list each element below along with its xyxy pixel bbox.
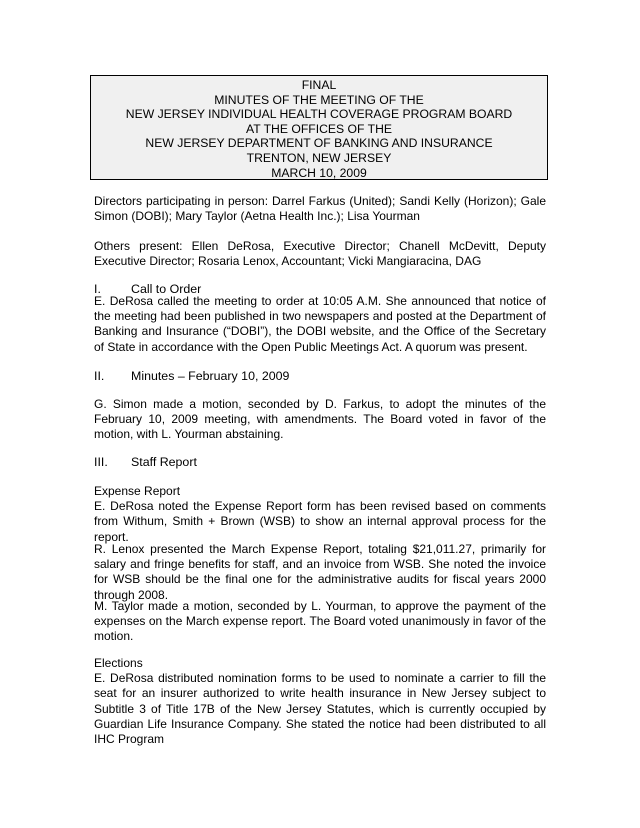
expense-report-paragraph: E. DeRosa noted the Expense Report form has been revised based on comments from Withum, Smith + Brown (WSB) to show an internal approval process for the report. bbox=[94, 499, 546, 544]
section-heading-minutes bbox=[94, 369, 289, 383]
section-number: I. bbox=[94, 282, 101, 296]
directors-paragraph: Directors participating in person: Darrel Farkus (United); Sandi Kelly (Horizon); Gale Simon (DOBI); Mary Taylor (Aetna Health Inc.); Lisa Yourman bbox=[94, 194, 546, 224]
title-box bbox=[90, 75, 548, 180]
section-heading-staff-report bbox=[94, 455, 197, 469]
title-line-minutes: MINUTES OF THE MEETING OF THE bbox=[214, 92, 424, 107]
elections-paragraph: E. DeRosa distributed nomination forms to be used to nominate a carrier to fill the seat for an insurer authorized to write health insurance in New Jersey subject to Subtitle 3 of Title 17B of the New Jersey Statutes, which is currently occupied by Guardian Life Insurance Company. She stated the notice had been distributed to all IHC Program bbox=[94, 671, 546, 747]
others-present-paragraph: Others present: Ellen DeRosa, Executive Director; Chanell McDevitt, Deputy Executive Director; Rosaria Lenox, Accountant; Vicki Mangiaracina, DAG bbox=[94, 239, 546, 269]
elections-heading: Elections bbox=[94, 656, 143, 670]
elections-block bbox=[94, 656, 546, 747]
section-number: III. bbox=[94, 455, 108, 469]
title-line-offices: AT THE OFFICES OF THE bbox=[245, 121, 393, 136]
title-line-date: MARCH 10, 2009 bbox=[271, 165, 367, 180]
title-line-location: TRENTON, NEW JERSEY bbox=[246, 150, 392, 165]
section-title: Call to Order bbox=[131, 282, 202, 296]
section-number: II. bbox=[94, 369, 105, 383]
section-title: Staff Report bbox=[131, 455, 197, 469]
call-to-order-paragraph: E. DeRosa called the meeting to order at 10:05 A.M. She announced that notice of the meeting had been published in two newspapers and posted at the Department of Banking and Insurance (“DOBI”), the DOBI website, and the Office of the Secretary of State in accordance with the Open Public Meetings Act. A quorum was present. bbox=[94, 294, 546, 354]
title-line-board: NEW JERSEY INDIVIDUAL HEALTH COVERAGE PROGRAM BOARD bbox=[125, 107, 513, 122]
taylor-motion-paragraph: M. Taylor made a motion, seconded by L. Yourman, to approve the payment of the expenses on the March expense report. The Board voted unanimously in favor of the motion. bbox=[94, 599, 546, 644]
section-title: Minutes – February 10, 2009 bbox=[131, 369, 290, 383]
expense-report-block bbox=[94, 484, 546, 545]
title-line-department: NEW JERSEY DEPARTMENT OF BANKING AND INSURANCE bbox=[145, 136, 493, 151]
lenox-paragraph: R. Lenox presented the March Expense Report, totaling $21,011.27, primarily for salary and fringe benefits for staff, and an invoice from WSB. She noted the invoice for WSB should be the final one for the administrative audits for fiscal years 2000 through 2008. bbox=[94, 542, 546, 602]
expense-report-heading: Expense Report bbox=[94, 484, 181, 498]
minutes-paragraph: G. Simon made a motion, seconded by D. Farkus, to adopt the minutes of the February 10, 2009 meeting, with amendments. The Board voted in favor of the motion, with L. Yourman abstaining. bbox=[94, 397, 546, 442]
title-line-final: FINAL bbox=[301, 78, 337, 92]
